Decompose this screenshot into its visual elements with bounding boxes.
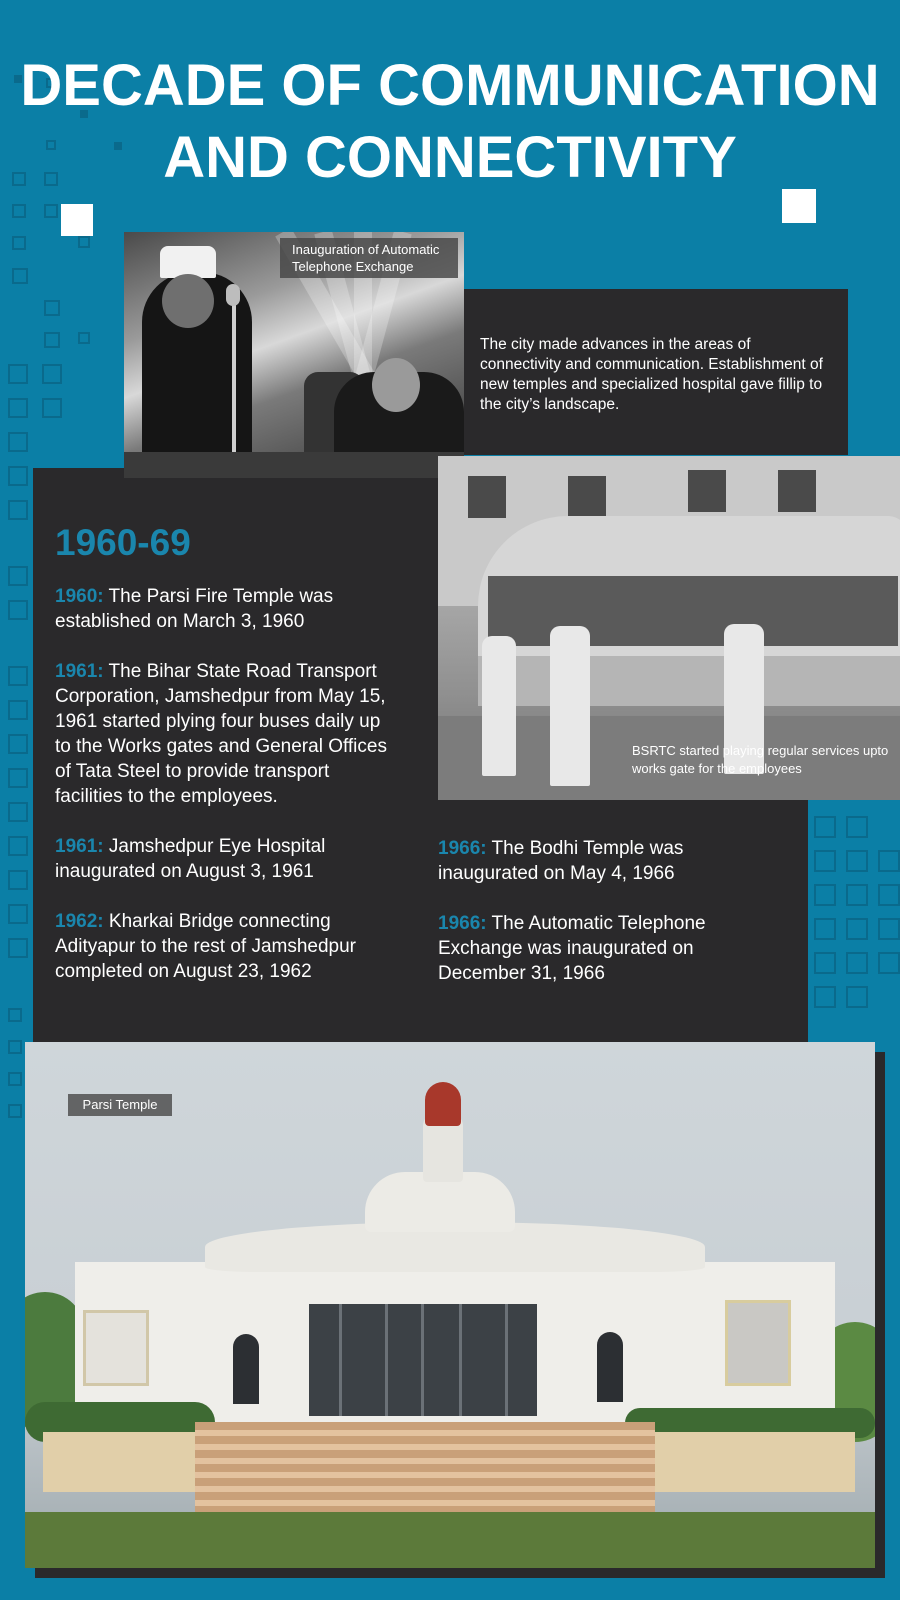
telephone-photo-caption: Inauguration of Automatic Telephone Exchange [280, 238, 458, 278]
intro-text: The city made advances in the areas of connectivity and communication. Establishment of new temples and specialized hospital gave fillip to the city’s landscape. [480, 336, 823, 413]
intro-panel [464, 289, 848, 455]
entry-year: 1961: [55, 661, 104, 682]
title-line-1: DECADE OF COMMUNICATION [20, 53, 880, 118]
entry-text: The Bihar State Road Transport Corporation, Jamshedpur from May 15, 1961 started plying four buses daily up to the Works gates and General Offices of Tata Steel to provide transport facilities to the employees. [55, 661, 387, 807]
timeline-entry [55, 834, 400, 884]
title-line-2: AND CONNECTIVITY [163, 125, 737, 190]
decorative-pattern-right [806, 812, 900, 1042]
decade-heading: 1960-69 [55, 522, 191, 563]
entry-year: 1960: [55, 586, 104, 607]
entry-text: Jamshedpur Eye Hospital inaugurated on August 3, 1961 [55, 836, 326, 882]
entry-year: 1962: [55, 911, 104, 932]
bus-photo-caption: BSRTC started playing regular services upto works gate for the employees [632, 743, 889, 776]
temple-photo-caption: Parsi Temple [68, 1094, 172, 1116]
entry-text: The Parsi Fire Temple was established on March 3, 1960 [55, 586, 334, 632]
timeline-entry [55, 909, 400, 984]
timeline-entry [438, 911, 758, 986]
timeline-entry [438, 836, 758, 886]
parsi-temple-photo [25, 1042, 875, 1568]
entry-text: Kharkai Bridge connecting Adityapur to the rest of Jamshedpur completed on August 23, 1962 [55, 911, 356, 982]
decorative-square-left [61, 204, 93, 236]
entry-text: The Bodhi Temple was inaugurated on May 4, 1966 [438, 838, 684, 884]
entry-year: 1966: [438, 838, 487, 859]
timeline-entry [55, 584, 400, 634]
entry-year: 1966: [438, 913, 487, 934]
page-title [0, 50, 900, 194]
timeline-entries-right [438, 836, 758, 1011]
entry-text: The Automatic Telephone Exchange was inaugurated on December 31, 1966 [438, 913, 706, 984]
timeline-entry [55, 659, 400, 809]
decorative-square-right [782, 189, 816, 223]
entry-year: 1961: [55, 836, 104, 857]
timeline-entries-left [55, 584, 400, 1009]
